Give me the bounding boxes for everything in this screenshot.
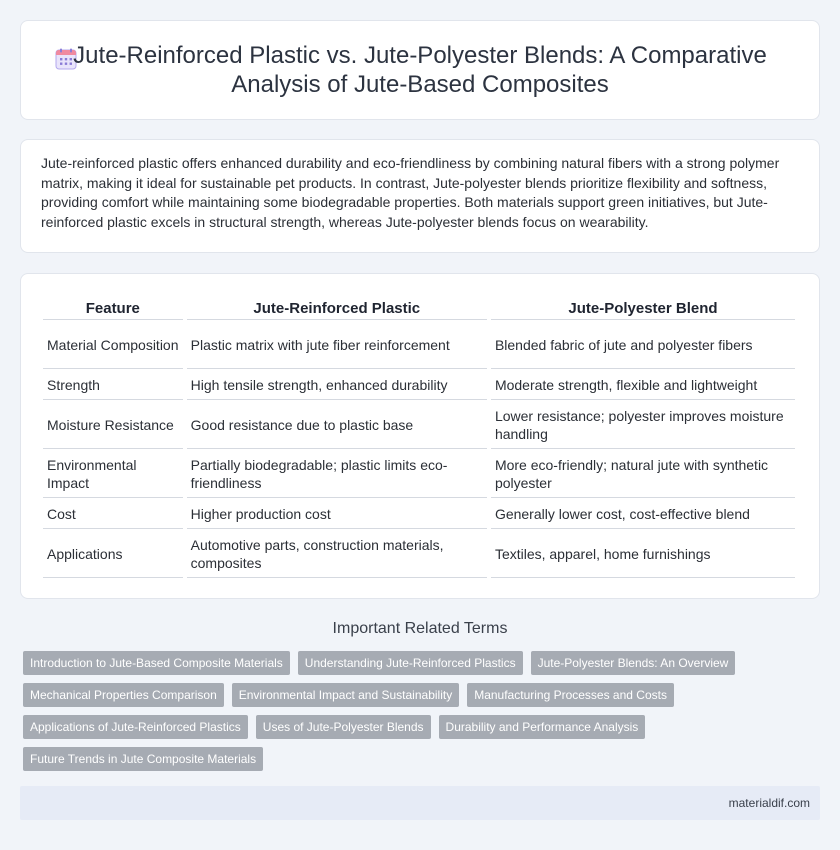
- related-term-link[interactable]: Mechanical Properties Comparison: [23, 683, 224, 707]
- row-plastic-value: Automotive parts, construction materials, composites: [187, 531, 487, 578]
- related-term-link[interactable]: Durability and Performance Analysis: [439, 715, 646, 739]
- table-row: [43, 531, 795, 578]
- comparison-table: [39, 294, 799, 580]
- row-blend-value: Lower resistance; polyester improves moisture handling: [491, 402, 795, 449]
- row-plastic-value: Higher production cost: [187, 500, 487, 529]
- row-plastic-value: Plastic matrix with jute fiber reinforcement: [187, 322, 487, 369]
- row-blend-value: Blended fabric of jute and polyester fibers: [491, 322, 795, 369]
- row-plastic-value: Good resistance due to plastic base: [187, 402, 487, 449]
- table-row: [43, 322, 795, 369]
- row-feature: Environmental Impact: [43, 451, 183, 498]
- row-feature: Material Composition: [43, 322, 183, 369]
- summary-card: [20, 139, 820, 253]
- page-title: Jute-Reinforced Plastic vs. Jute-Polyester Blends: A Comparative Analysis of Jute-Based Composites: [73, 42, 767, 98]
- row-feature: Strength: [43, 371, 183, 400]
- related-term-link[interactable]: Future Trends in Jute Composite Materials: [23, 747, 263, 771]
- row-blend-value: More eco-friendly; natural jute with synthetic polyester: [491, 451, 795, 498]
- related-terms-tags: [23, 651, 823, 779]
- related-term-link[interactable]: Understanding Jute-Reinforced Plastics: [298, 651, 523, 675]
- header-card: [20, 20, 820, 120]
- footer: [20, 786, 820, 820]
- row-feature: Applications: [43, 531, 183, 578]
- header-jute-reinforced-plastic: Jute-Reinforced Plastic: [187, 296, 487, 320]
- related-term-link[interactable]: Applications of Jute-Reinforced Plastics: [23, 715, 248, 739]
- related-term-link[interactable]: Environmental Impact and Sustainability: [232, 683, 459, 707]
- row-feature: Cost: [43, 500, 183, 529]
- row-feature: Moisture Resistance: [43, 402, 183, 449]
- row-plastic-value: Partially biodegradable; plastic limits eco-friendliness: [187, 451, 487, 498]
- table-row: [43, 371, 795, 400]
- footer-site-link[interactable]: materialdif.com: [728, 796, 810, 810]
- row-plastic-value: High tensile strength, enhanced durability: [187, 371, 487, 400]
- related-term-link[interactable]: Introduction to Jute-Based Composite Materials: [23, 651, 290, 675]
- table-row: [43, 451, 795, 498]
- table-row: [43, 402, 795, 449]
- summary-text: Jute-reinforced plastic offers enhanced durability and eco-friendliness by combining natural fibers with a strong polymer matrix, making it ideal for sustainable pet products. In contrast, Jute-polyester blends prioritize flexibility and softness, providing comfort while maintaining some biodegradable properties. Both materials support green initiatives, but Jute-reinforced plastic excels in structural strength, whereas Jute-polyester blends focus on wearability.: [41, 155, 780, 230]
- header-jute-polyester-blend: Jute-Polyester Blend: [491, 296, 795, 320]
- row-blend-value: Generally lower cost, cost-effective blend: [491, 500, 795, 529]
- comparison-table-card: [20, 273, 820, 599]
- related-term-link[interactable]: Jute-Polyester Blends: An Overview: [531, 651, 736, 675]
- related-term-link[interactable]: Uses of Jute-Polyester Blends: [256, 715, 431, 739]
- related-term-link[interactable]: Manufacturing Processes and Costs: [467, 683, 674, 707]
- header-feature: Feature: [43, 296, 183, 320]
- row-blend-value: Moderate strength, flexible and lightweight: [491, 371, 795, 400]
- table-row: [43, 500, 795, 529]
- related-terms-title: Important Related Terms: [332, 620, 508, 637]
- row-blend-value: Textiles, apparel, home furnishings: [491, 531, 795, 578]
- table-header-row: [43, 296, 795, 320]
